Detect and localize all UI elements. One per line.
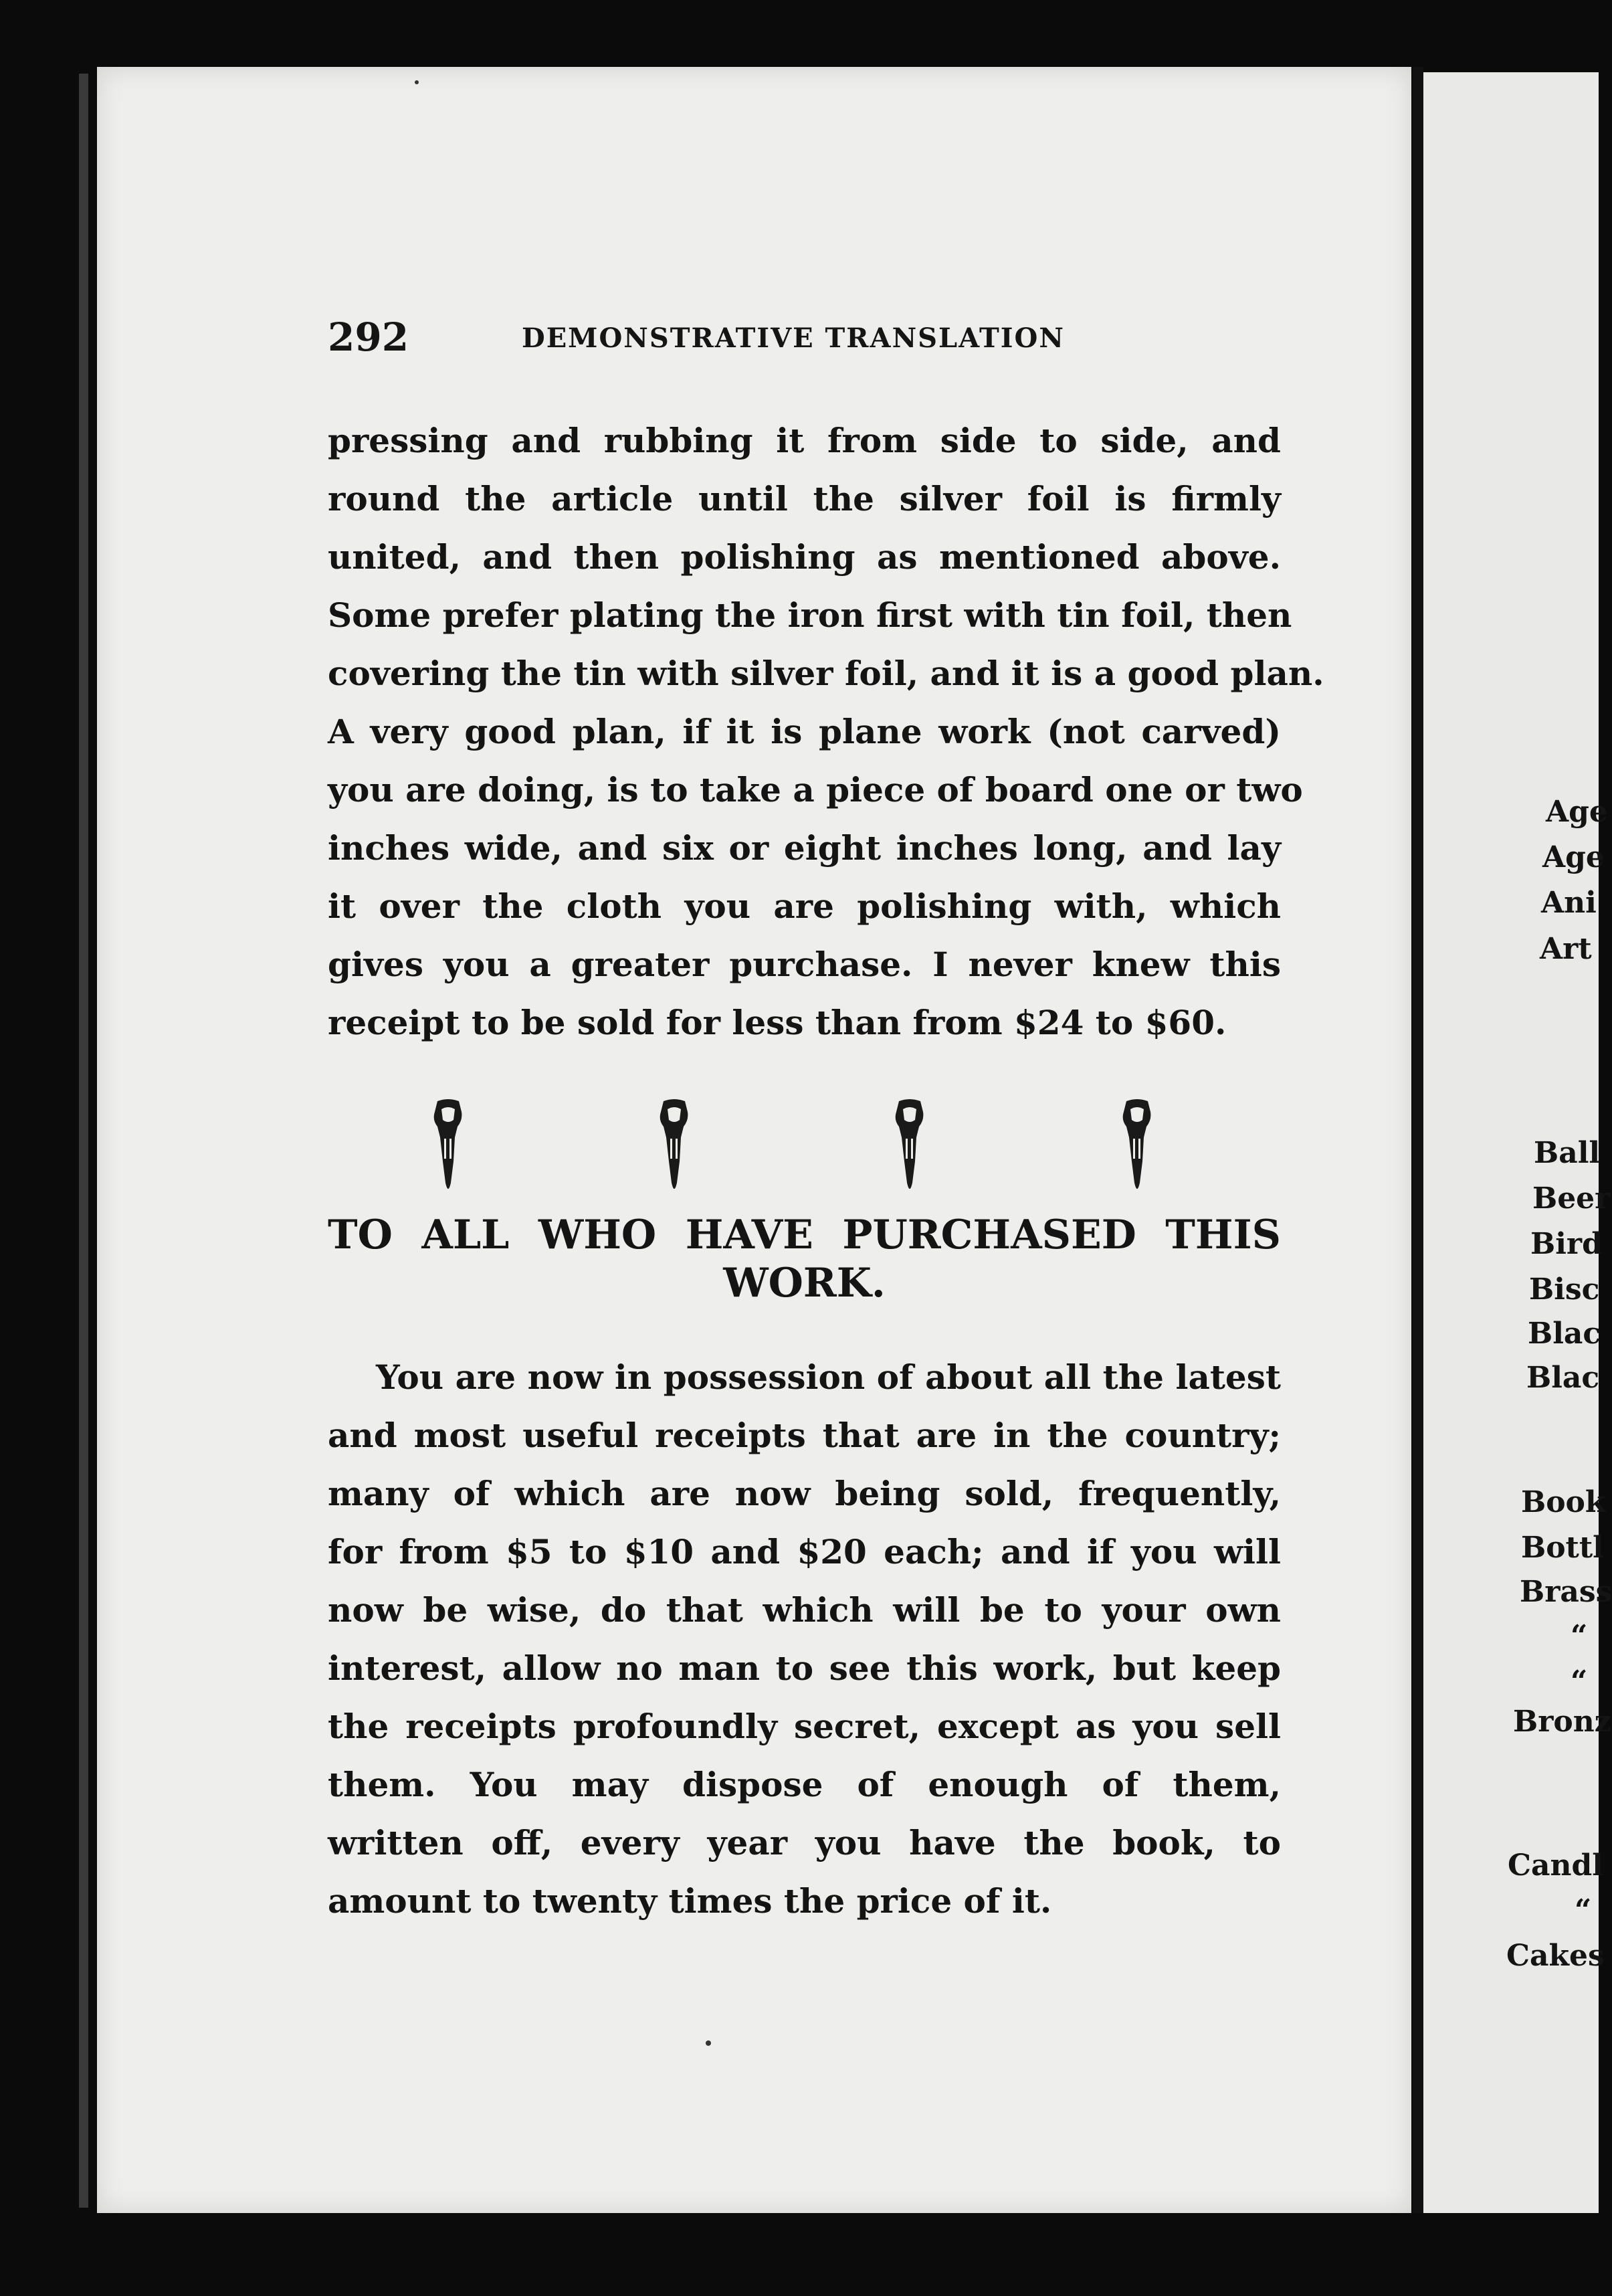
facing-word: Ani [1541, 886, 1597, 920]
pointing-hands-ornament [428, 1097, 1184, 1204]
ink-speck [706, 2040, 711, 2046]
heading-line: TO ALL WHO HAVE PURCHASED THIS [328, 1212, 1281, 1258]
text-line: receipt to be sold for less than from $24 to $60. [328, 1003, 1227, 1042]
text-line: gives you a greater purchase. I never knew this [328, 945, 1281, 984]
facing-word: Beer [1532, 1181, 1611, 1216]
page-number: 292 [328, 314, 409, 360]
text-line: united, and then polishing as mentioned above. [328, 537, 1281, 577]
facing-word: Candl [1508, 1848, 1603, 1883]
facing-word: Blac [1526, 1361, 1600, 1395]
facing-word: “ [1571, 1664, 1588, 1699]
facing-word: Art [1540, 932, 1592, 966]
facing-word: Bisc [1529, 1272, 1600, 1307]
text-line: it over the cloth you are polishing with, which [328, 886, 1281, 926]
text-line: You are now in possession of about all the latest [376, 1357, 1281, 1397]
text-line: inches wide, and six or eight inches long, and lay [328, 828, 1281, 868]
facing-word: Book [1521, 1485, 1606, 1519]
page-edge [79, 74, 88, 2208]
text-line: round the article until the silver foil is firmly [328, 479, 1281, 518]
facing-page-index [1423, 72, 1612, 2213]
facing-page [1423, 72, 1612, 2213]
heading-line: WORK. [723, 1260, 886, 1307]
text-line: A very good plan, if it is plane work (not carved) [328, 712, 1281, 751]
pointing-hand-icon [654, 1097, 694, 1198]
text-line: Some prefer plating the iron first with tin foil, then [328, 595, 1292, 635]
facing-word: Bottl [1521, 1531, 1604, 1565]
pointing-hand-icon [1117, 1097, 1157, 1198]
facing-word: Bird [1530, 1227, 1603, 1261]
text-line: written off, every year you have the book, to [328, 1823, 1281, 1862]
paragraph-receipt [328, 411, 1324, 1052]
text-line: them. You may dispose of enough of them, [328, 1765, 1281, 1804]
running-head [328, 314, 1291, 368]
facing-word: “ [1571, 1619, 1588, 1653]
section-heading [328, 1211, 1281, 1307]
facing-word: Blac [1528, 1317, 1601, 1351]
facing-word: Age [1542, 840, 1605, 874]
facing-word: Age [1546, 795, 1608, 829]
pointing-hand-icon [428, 1097, 468, 1198]
text-line: you are doing, is to take a piece of board one or two [328, 770, 1303, 809]
facing-word: Bronz [1513, 1705, 1611, 1739]
text-line: amount to twenty times the price of it. [328, 1881, 1052, 1921]
text-line: now be wise, do that which will be to your own [328, 1590, 1281, 1630]
running-title: DEMONSTRATIVE TRANSLATION [522, 322, 1065, 354]
text-line: covering the tin with silver foil, and it is a good plan. [328, 654, 1324, 693]
pointing-hand-icon [890, 1097, 930, 1198]
paragraph-notice [328, 1348, 1281, 1930]
text-line: and most useful receipts that are in the country; [328, 1416, 1281, 1455]
text-line: interest, allow no man to see this work, but keep [328, 1648, 1281, 1688]
text-line: for from $5 to $10 and $20 each; and if you will [328, 1532, 1281, 1571]
facing-word: Ball [1534, 1136, 1601, 1170]
text-line: many of which are now being sold, frequently, [328, 1474, 1281, 1513]
facing-word: Cakes [1506, 1939, 1605, 1973]
ink-speck [415, 80, 419, 84]
facing-word: Brass [1520, 1575, 1612, 1609]
text-line: pressing and rubbing it from side to side, and [328, 421, 1281, 460]
text-line: the receipts profoundly secret, except as you sell [328, 1707, 1281, 1746]
facing-word: “ [1575, 1893, 1592, 1927]
book-gutter [1413, 67, 1423, 2213]
